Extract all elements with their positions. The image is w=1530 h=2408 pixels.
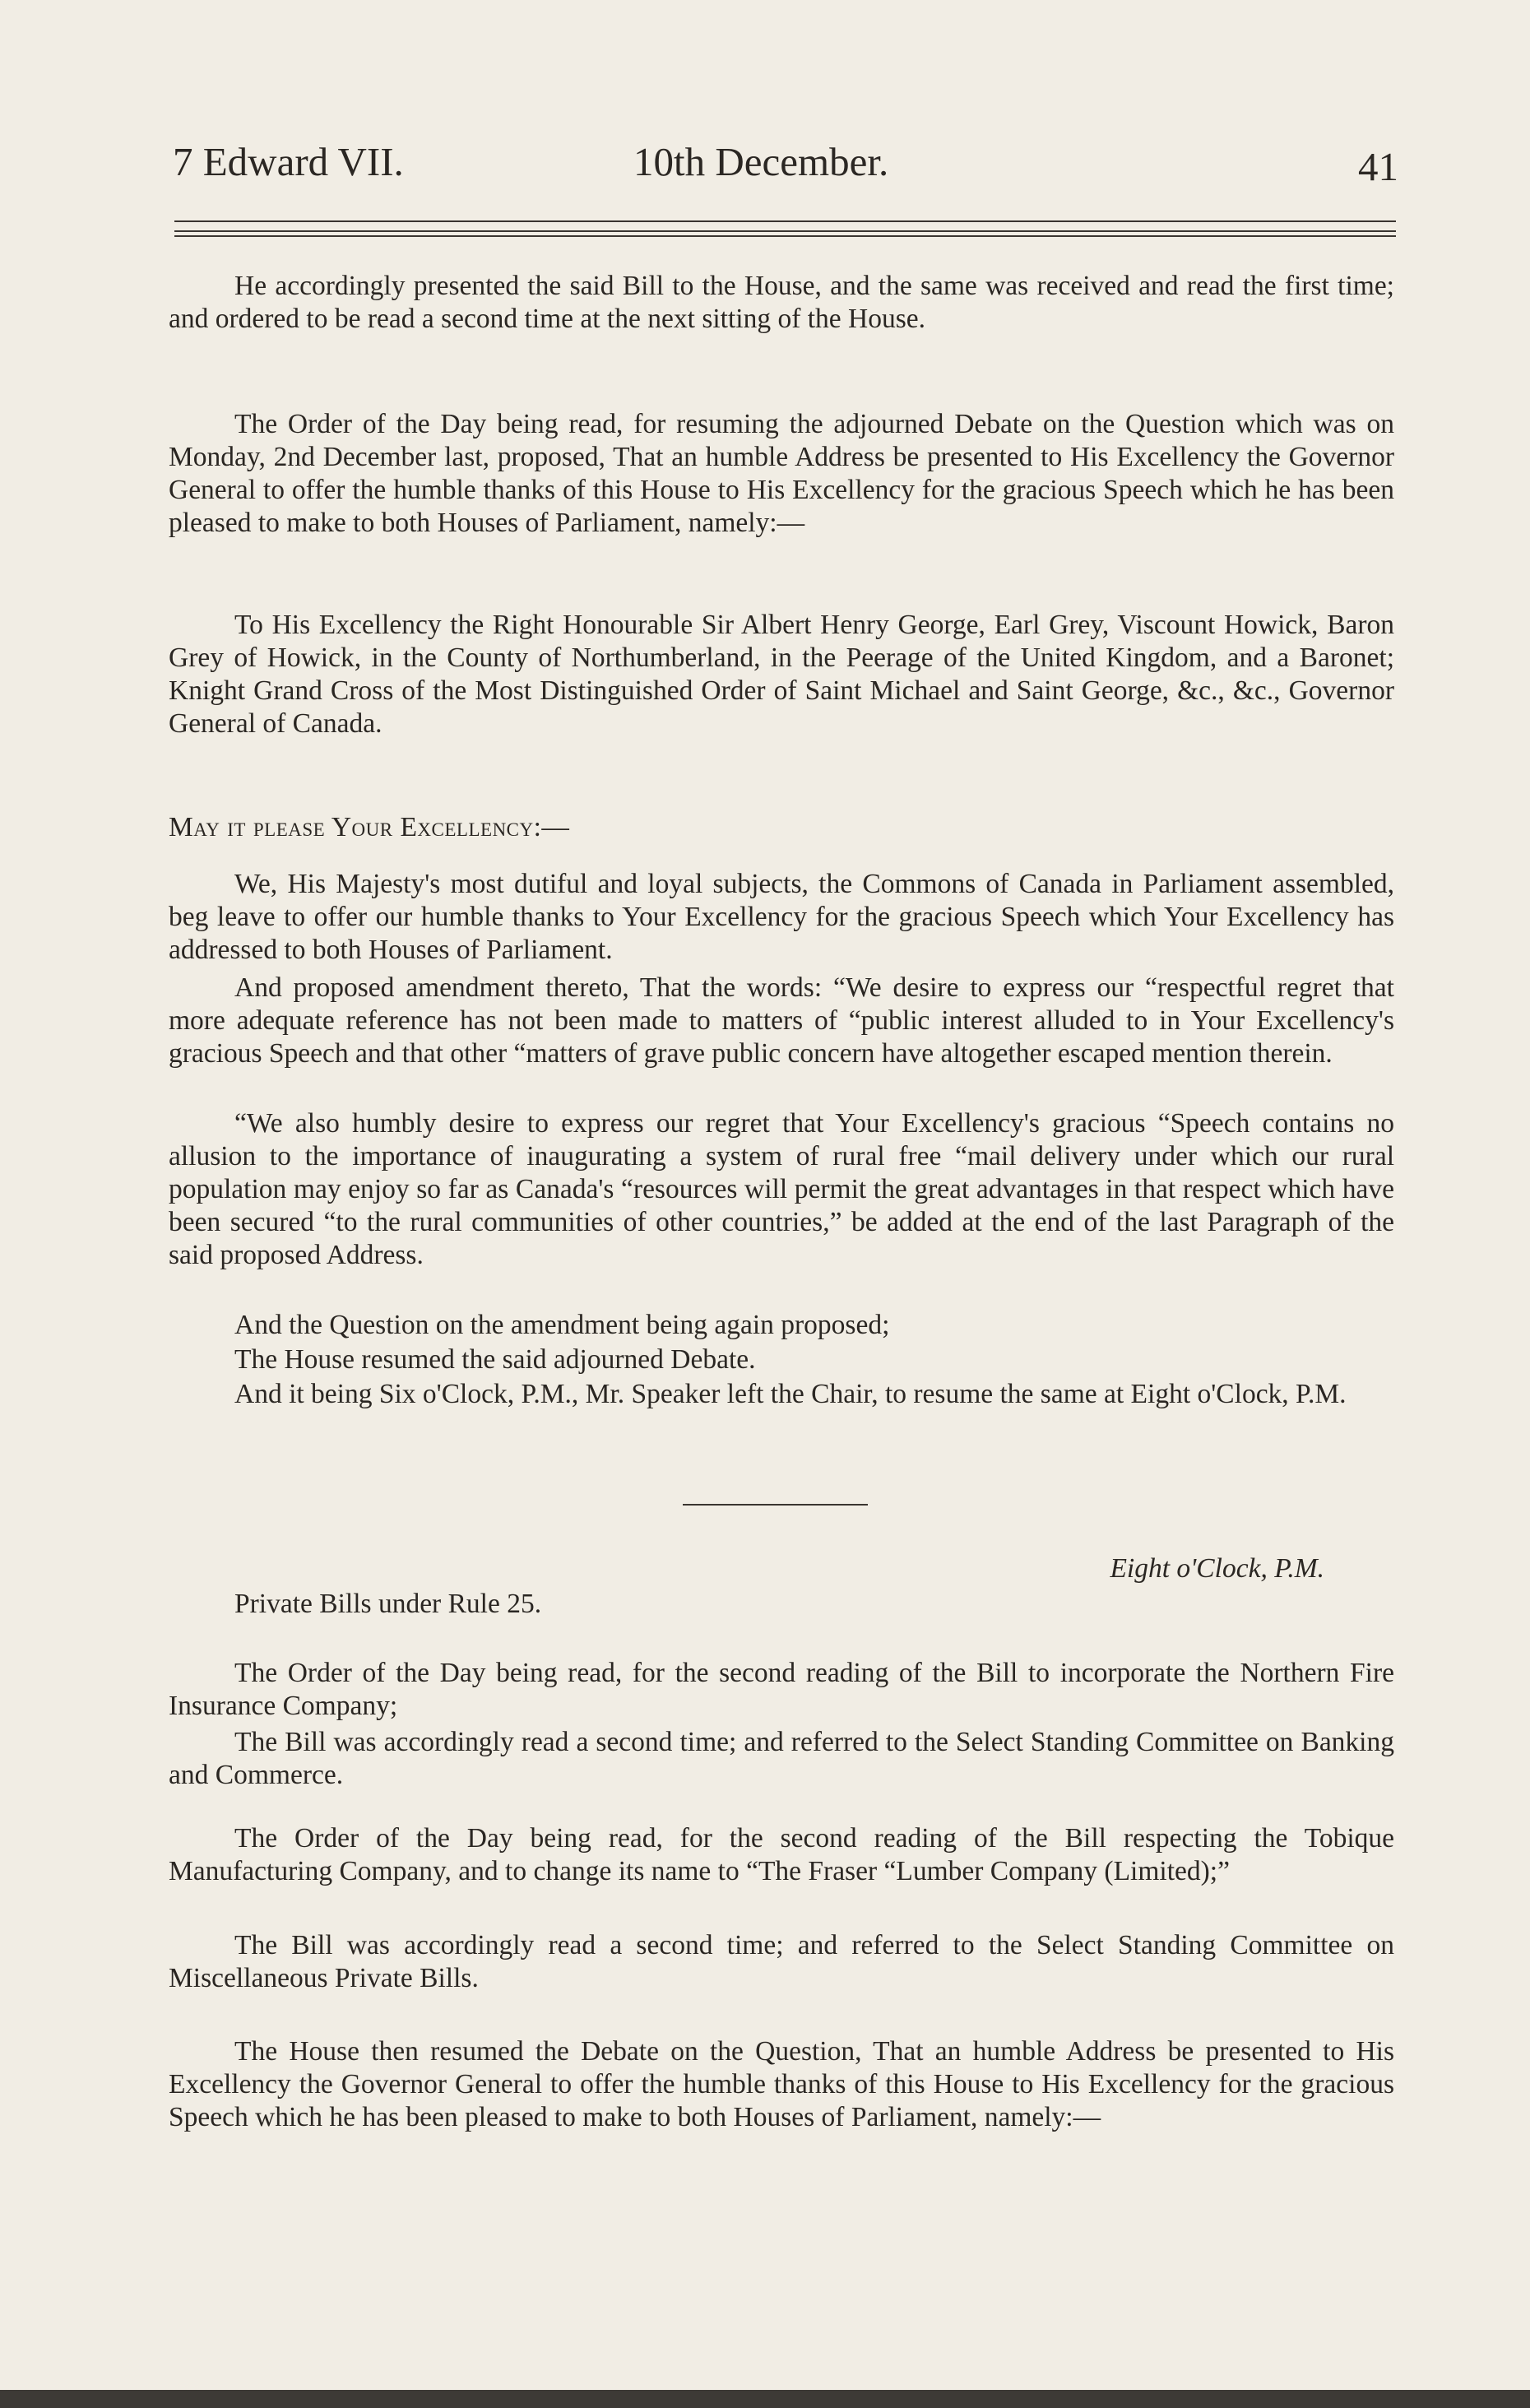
paragraph-northern-fire-insurance: The Order of the Day being read, for the second reading of the Bill to incorporate the Northern Fire Insurance Company; — [169, 1658, 1394, 1721]
section-divider — [683, 1504, 868, 1506]
private-bills-heading: Private Bills under Rule 25. — [234, 1589, 542, 1619]
paragraph-rural-mail-delivery: “We also humbly desire to express our regret that Your Excellency's gracious “Speech contains no allusion to the importance of inaugurating a system of rural free “mail delivery under which our rural population may enjoy so far as Canada's “resources will permit the great advantages in that respect which have been secured “to the rural communities of other countries,” be added at the end of the last Paragraph of the said proposed Address. — [169, 1108, 1394, 1270]
eight-oclock-heading: Eight o'Clock, P.M. — [1110, 1553, 1324, 1584]
header-date: 10th December. — [633, 139, 889, 184]
paragraph-banking-commerce: The Bill was accordingly read a second time; and referred to the Select Standing Committee on Banking and Commerce. — [169, 1727, 1394, 1790]
page-number: 41 — [1358, 144, 1398, 189]
paragraph-house-resumed-debate: The House then resumed the Debate on the Question, That an humble Address be presented to His Excellency the Governor General to offer the humble thanks of this House to His Excellency for the gracious Speech which he has been pleased to make to both Houses of Parliament, namely:— — [169, 2036, 1394, 2132]
paragraph-proposed-amendment: And proposed amendment thereto, That the words: “We desire to express our “respectful regret that more adequate reference has not been made to matters of “public interest alluded to in Your Excellency's gracious Speech and that other “matters of grave public concern have altogether escaped mention therein. — [169, 972, 1394, 1069]
page-bottom-edge — [0, 2390, 1530, 2408]
header-rule-middle — [174, 230, 1396, 232]
paragraph-order-of-day-address: The Order of the Day being read, for resuming the adjourned Debate on the Question which was on Monday, 2nd December last, proposed, That an humble Address be presented to His Excellency the Governor General to offer the humble thanks of this House to His Excellency for the gracious Speech which he has been pleased to make to both Houses of Parliament, namely:— — [169, 409, 1394, 538]
header-rule-bottom — [174, 235, 1396, 237]
page-header — [173, 138, 1398, 196]
paragraph-bill-presented: He accordingly presented the said Bill to the House, and the same was received and read the first time; and ordered to be read a second time at the next sitting of the House. — [169, 271, 1394, 334]
paragraph-to-his-excellency: To His Excellency the Right Honourable Sir Albert Henry George, Earl Grey, Viscount Howick, Baron Grey of Howick, in the County of Northumberland, in the Peerage of the United Kingdom, and a Baronet; Knight Grand Cross of the Most Distinguished Order of Saint Michael and Saint George, &c., &c., Governor General of Canada. — [169, 610, 1394, 739]
paragraph-resumed-debate: The House resumed the said adjourned Debate. — [234, 1344, 756, 1375]
paragraph-six-oclock: And it being Six o'Clock, P.M., Mr. Speaker left the Chair, to resume the same at Eight o'Clock, P.M. — [234, 1379, 1347, 1409]
salutation: May it please Your Excellency:— — [169, 812, 570, 842]
paragraph-question-amendment: And the Question on the amendment being again proposed; — [234, 1310, 890, 1340]
header-rule-top — [174, 220, 1396, 222]
paragraph-tobique-manufacturing: The Order of the Day being read, for the second reading of the Bill respecting the Tobique Manufacturing Company, and to change its name to “The Fraser “Lumber Company (Limited);” — [169, 1823, 1394, 1886]
paragraph-miscellaneous-private-bills: The Bill was accordingly read a second time; and referred to the Select Standing Committee on Miscellaneous Private Bills. — [169, 1930, 1394, 1993]
header-regnal-year: 7 Edward VII. — [173, 139, 404, 184]
paragraph-loyal-subjects: We, His Majesty's most dutiful and loyal subjects, the Commons of Canada in Parliament assembled, beg leave to offer our humble thanks to Your Excellency for the gracious Speech which Your Excellency has addressed to both Houses of Parliament. — [169, 869, 1394, 965]
